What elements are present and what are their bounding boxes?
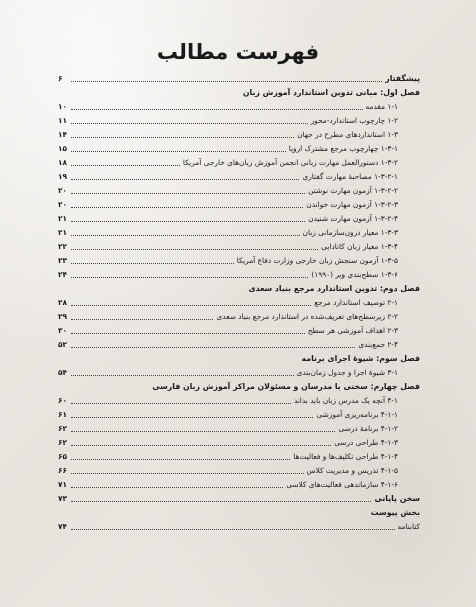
toc-entry [58,380,420,394]
table-of-contents [58,72,420,534]
toc-entry [58,506,420,520]
dot-leader [71,179,299,180]
toc-entry-label: فصل دوم: تدوین استاندارد مرجع بنیاد سعدی [248,284,420,293]
toc-entry [58,268,420,282]
toc-entry-label: فصل سوم: شیوهٔ اجرای برنامه [301,354,420,363]
toc-entry-label: ۱-۳-۱ چهارچوب مرجع مشترک اروپا [288,144,398,153]
dot-leader [71,403,291,404]
toc-entry-page-number: ۶۲ [58,424,68,433]
toc-entry-label: ۱-۳-۲-۲ آزمون مهارت نوشتن [308,186,398,195]
toc-entry [58,492,420,506]
toc-entry-label: ۱-۱ مقدمه [365,102,398,111]
toc-entry-label: ۱-۳-۲-۳ آزمون مهارت خواندن [306,200,398,209]
toc-entry-label: ۴-۱-۴ طراحی تکلیف‌ها و فعالیت‌ها [293,452,398,461]
page-title: فهرست مطالب [156,40,320,64]
toc-entry [58,86,420,100]
toc-entry [58,184,420,198]
toc-entry-page-number: ۱۰ [58,102,68,111]
toc-entry-page-number: ۲۳ [58,256,68,265]
toc-entry-page-number: ۶۲ [58,438,68,447]
dot-leader [71,109,363,110]
dot-leader [71,221,305,222]
toc-entry-label: ۱-۳ استانداردهای مطرح در جهان [297,130,398,139]
toc-entry-label: ۱-۳-۵ آزمون سنجش زبان خارجی وزارت دفاع آمریکا [236,256,398,265]
toc-entry-page-number: ۲۸ [58,298,68,307]
toc-entry [58,324,420,338]
dot-leader [71,529,395,530]
dot-leader [71,249,318,250]
toc-entry [58,296,420,310]
toc-entry-page-number: ۷۱ [58,480,68,489]
toc-entry-page-number: ۵۴ [58,368,68,377]
toc-entry-page-number: ۲۰ [58,186,68,195]
dot-leader [71,319,213,320]
toc-entry-page-number: ۶۵ [58,452,68,461]
toc-entry-label: ۱-۳-۲ دستورالعمل مهارت زبانی انجمن آموزش زبان‌های خارجی آمریکا [182,158,398,167]
toc-entry [58,114,420,128]
dot-leader [71,445,331,446]
toc-entry [58,170,420,184]
toc-entry-label: بخش پیوست [370,508,420,517]
toc-entry-page-number: ۲۱ [58,228,68,237]
toc-entry [58,436,420,450]
toc-entry-label: فصل اول: مبانی تدوین استاندارد آموزش زبان [242,88,420,97]
dot-leader [71,333,305,334]
toc-entry-label: ۱-۳-۶ سطح‌بندی ویر (۱۹۹۰) [311,270,398,279]
dot-leader [71,193,305,194]
toc-entry-label: ۱-۳-۴ معیار زبان کانادایی [321,242,398,251]
dot-leader [71,305,311,306]
toc-entry [58,282,420,296]
dot-leader [71,137,294,138]
toc-entry-label: ۲-۳ اهداف آموزشی هر سطح [307,326,398,335]
toc-entry-page-number: ۳۰ [58,326,68,335]
dot-leader [71,81,382,82]
toc-entry-page-number: ۷۴ [58,522,68,531]
toc-entry-label: ۱-۲ چارچوب استاندارد-محور [310,116,398,125]
dot-leader [71,431,335,432]
toc-entry [58,240,420,254]
dot-leader [71,123,308,124]
dot-leader [71,263,234,264]
toc-entry-label: ۱-۳-۲-۴ آزمون مهارت شنیدن [308,214,398,223]
toc-entry-page-number: ۵۲ [58,340,68,349]
toc-entry-page-number: ۶ [58,74,63,83]
toc-entry [58,520,420,534]
toc-entry [58,212,420,226]
toc-entry-label: ۴-۱ آنچه یک مدرس زبان باید بداند [293,396,398,405]
toc-entry-page-number: ۱۴ [58,130,68,139]
toc-entry [58,422,420,436]
toc-entry-page-number: ۲۴ [58,270,68,279]
toc-entry [58,142,420,156]
toc-entry [58,366,420,380]
toc-entry-label: ۴-۱-۶ سازماندهی فعالیت‌های کلاسی [286,480,398,489]
toc-entry [58,310,420,324]
dot-leader [71,347,355,348]
toc-entry [58,72,420,86]
toc-entry-label: ۲-۴ جمع‌بندی [358,340,398,349]
toc-entry-page-number: ۶۱ [58,410,68,419]
toc-entry-label: ۱-۳-۳ معیار درون‌سازمانی زبان [302,228,398,237]
toc-entry-label: ۴-۱-۱ برنامه‌ریزی آموزشی [316,410,398,419]
toc-entry-page-number: ۶۰ [58,396,68,405]
toc-entry-page-number: ۱۸ [58,158,68,167]
toc-entry [58,464,420,478]
toc-entry [58,408,420,422]
toc-entry [58,128,420,142]
toc-entry [58,338,420,352]
toc-entry-page-number: ۲۹ [58,312,68,321]
dot-leader [71,459,290,460]
toc-entry-page-number: ۲۰ [58,200,68,209]
toc-entry-page-number: ۲۱ [58,214,68,223]
toc-entry-label: فصل چهارم: سخنی با مدرسان و مسئولان مراکز آموزش زبان فارسی [152,382,420,391]
toc-entry [58,394,420,408]
toc-entry-label: ۴-۱-۲ برنامهٔ درسی [338,424,398,433]
toc-entry-page-number: ۱۵ [58,144,68,153]
dot-leader [71,375,294,376]
toc-entry-label: ۲-۲ زیرسطح‌های تعریف‌شده در استاندارد مرجع بنیاد سعدی [216,312,398,321]
toc-entry-label: ۱-۳-۲-۱ مصاحبهٔ مهارت گفتاری [302,172,398,181]
toc-entry-label: کتابنامه [397,522,420,531]
toc-entry-label: ۲-۱ توصیف استاندارد مرجع [314,298,398,307]
toc-entry-label: ۴-۱-۵ تدریس و مدیریت کلاس [306,466,398,475]
toc-entry [58,226,420,240]
dot-leader [71,501,371,502]
dot-leader [71,417,313,418]
toc-entry [58,352,420,366]
toc-entry [58,254,420,268]
dot-leader [71,207,303,208]
dot-leader [71,235,300,236]
toc-entry-page-number: ۱۱ [58,116,68,125]
toc-entry [58,450,420,464]
dot-leader [71,277,308,278]
toc-entry [58,198,420,212]
toc-entry-label: ۳-۱ شیوهٔ اجرا و جدول زمان‌بندی [296,368,398,377]
toc-entry [58,156,420,170]
dot-leader [71,165,180,166]
toc-entry [58,100,420,114]
toc-entry-page-number: ۷۳ [58,494,68,503]
toc-entry-label: پیشگفتار [385,74,420,83]
toc-entry-label: ۴-۱-۳ طراحی درسی [334,438,398,447]
toc-entry-label: سخن پایانی [374,494,420,503]
dot-leader [71,151,286,152]
toc-entry-page-number: ۶۶ [58,466,68,475]
toc-entry [58,478,420,492]
toc-entry-page-number: ۲۲ [58,242,68,251]
dot-leader [71,487,283,488]
toc-entry-page-number: ۱۹ [58,172,68,181]
dot-leader [71,473,304,474]
